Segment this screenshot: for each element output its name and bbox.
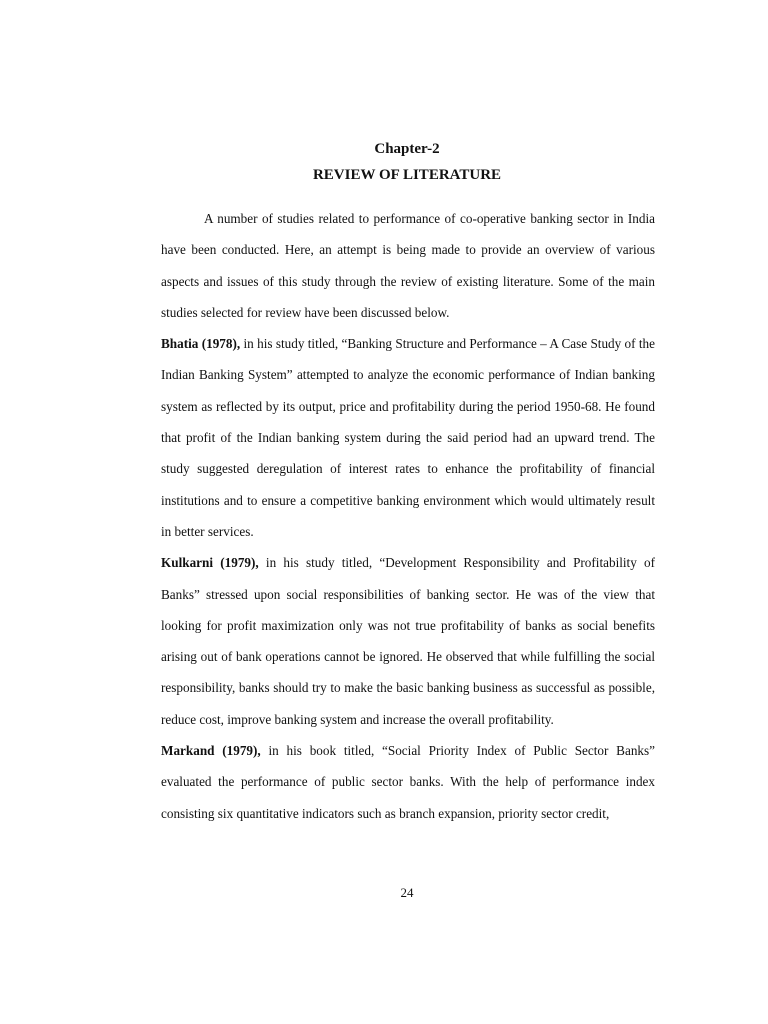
page-number: 24: [400, 885, 414, 900]
intro-paragraph: A number of studies related to performance of co-operative banking sector in India have been conducted. Here, an attempt is being made to provide an overview of various aspects and issues of this study through the review of existing literature. Some of the main studies selected for review have been discussed below.: [161, 211, 655, 320]
entry-text: in his study titled, “Banking Structure and Performance – A Case Study of the Indian Banking System” attempted to analyze the economic performance of Indian banking system as reflected by its output, price and profitability during the period 1950-68. He found that profit of the Indian banking system during the said period had an upward trend. The study suggested deregulation of interest rates to enhance the profitability of financial institutions and to ensure a competitive banking environment which would ultimately result in better services.: [161, 336, 655, 539]
chapter-title: REVIEW OF LITERATURE: [312, 167, 502, 183]
entry-author: Markand (1979),: [161, 743, 261, 759]
chapter-label: Chapter-2: [374, 141, 440, 157]
entry-author: Kulkarni (1979),: [161, 555, 259, 571]
body-text: [161, 203, 655, 829]
literature-entry-markand: [161, 735, 655, 829]
literature-entry-kulkarni: [161, 547, 655, 735]
entry-author: Bhatia (1978),: [161, 336, 241, 352]
entry-text: in his study titled, “Development Responsibility and Profitability of Banks” stressed upon social responsibilities of banking sector. He was of the view that looking for profit maximization only was not true profitability of banks as social benefits arising out of bank operations cannot be ignored. He observed that while fulfilling the social responsibility, banks should try to make the basic banking business as successful as possible, reduce cost, improve banking system and increase the overall profitability.: [161, 555, 656, 727]
entry-text: in his book titled, “Social Priority Index of Public Sector Banks” evaluated the performance of public sector banks. With the help of performance index consisting six quantitative indicators such as branch expansion, priority sector credit,: [161, 743, 656, 821]
literature-entry-bhatia: [161, 328, 655, 547]
